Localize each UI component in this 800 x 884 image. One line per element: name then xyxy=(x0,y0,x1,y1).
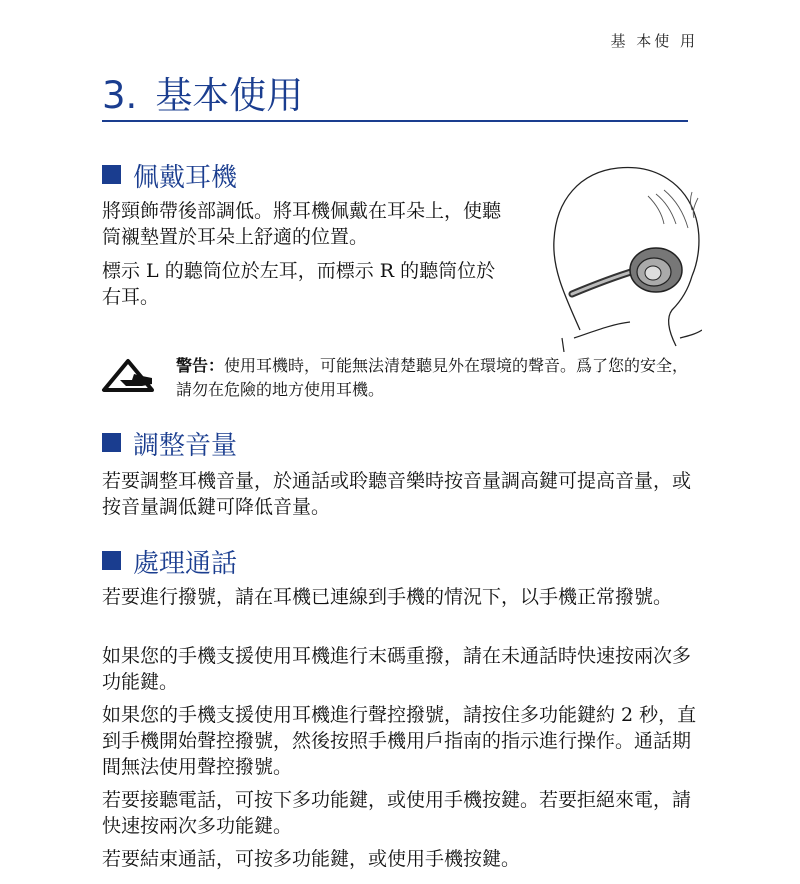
paragraph: 若要進行撥號，請在耳機已連線到手機的情況下，以手機正常撥號。 xyxy=(102,586,673,608)
chapter-title xyxy=(102,74,688,122)
paragraph: 標示 L 的聽筒位於左耳，而標示 R 的聽筒位於右耳。 xyxy=(102,260,496,308)
heading-square-icon xyxy=(102,551,121,570)
paragraph: 若要結束通話，可按多功能鍵，或使用手機按鍵。 xyxy=(102,848,521,870)
section-heading-text: 處理通話 xyxy=(133,549,238,579)
warning-label: 警告： xyxy=(176,356,225,375)
warning-hand-icon xyxy=(100,358,156,394)
paragraph: 將頸飾帶後部調低。將耳機佩戴在耳朵上，使聽筒襯墊置於耳朵上舒適的位置。 xyxy=(102,200,502,248)
running-header: 基 本使 用 xyxy=(610,32,698,50)
warning-notice xyxy=(176,354,696,402)
heading-square-icon xyxy=(102,165,121,184)
paragraph: 如果您的手機支援使用耳機進行末碼重撥，請在未通話時快速按兩次多功能鍵。 xyxy=(102,645,692,693)
section-heading-text: 調整音量 xyxy=(133,431,238,461)
warning-body: 使用耳機時，可能無法清楚聽見外在環境的聲音。爲了您的安全，請勿在危險的地方使用耳機。 xyxy=(176,356,689,399)
paragraph: 若要調整耳機音量，於通話或聆聽音樂時按音量調高鍵可提高音量，或按音量調低鍵可降低音量。 xyxy=(102,470,692,518)
section-heading-text: 佩戴耳機 xyxy=(133,163,238,193)
headset-wearing-illustration xyxy=(552,162,702,352)
chapter-title-text: 基本使用 xyxy=(155,74,304,117)
heading-square-icon xyxy=(102,433,121,452)
paragraph: 若要接聽電話，可按下多功能鍵，或使用手機按鍵。若要拒絕來電，請快速按兩次多功能鍵。 xyxy=(102,789,692,837)
section-heading-calls xyxy=(102,548,237,580)
chapter-number: 3. xyxy=(102,74,138,117)
section-heading-volume xyxy=(102,430,237,462)
section-heading-wearing xyxy=(102,162,237,194)
paragraph: 如果您的手機支援使用耳機進行聲控撥號，請按住多功能鍵約 2 秒，直到手機開始聲控撥號，然後按照手機用戶指南的指示進行操作。通話期間無法使用聲控撥號。 xyxy=(102,704,697,778)
